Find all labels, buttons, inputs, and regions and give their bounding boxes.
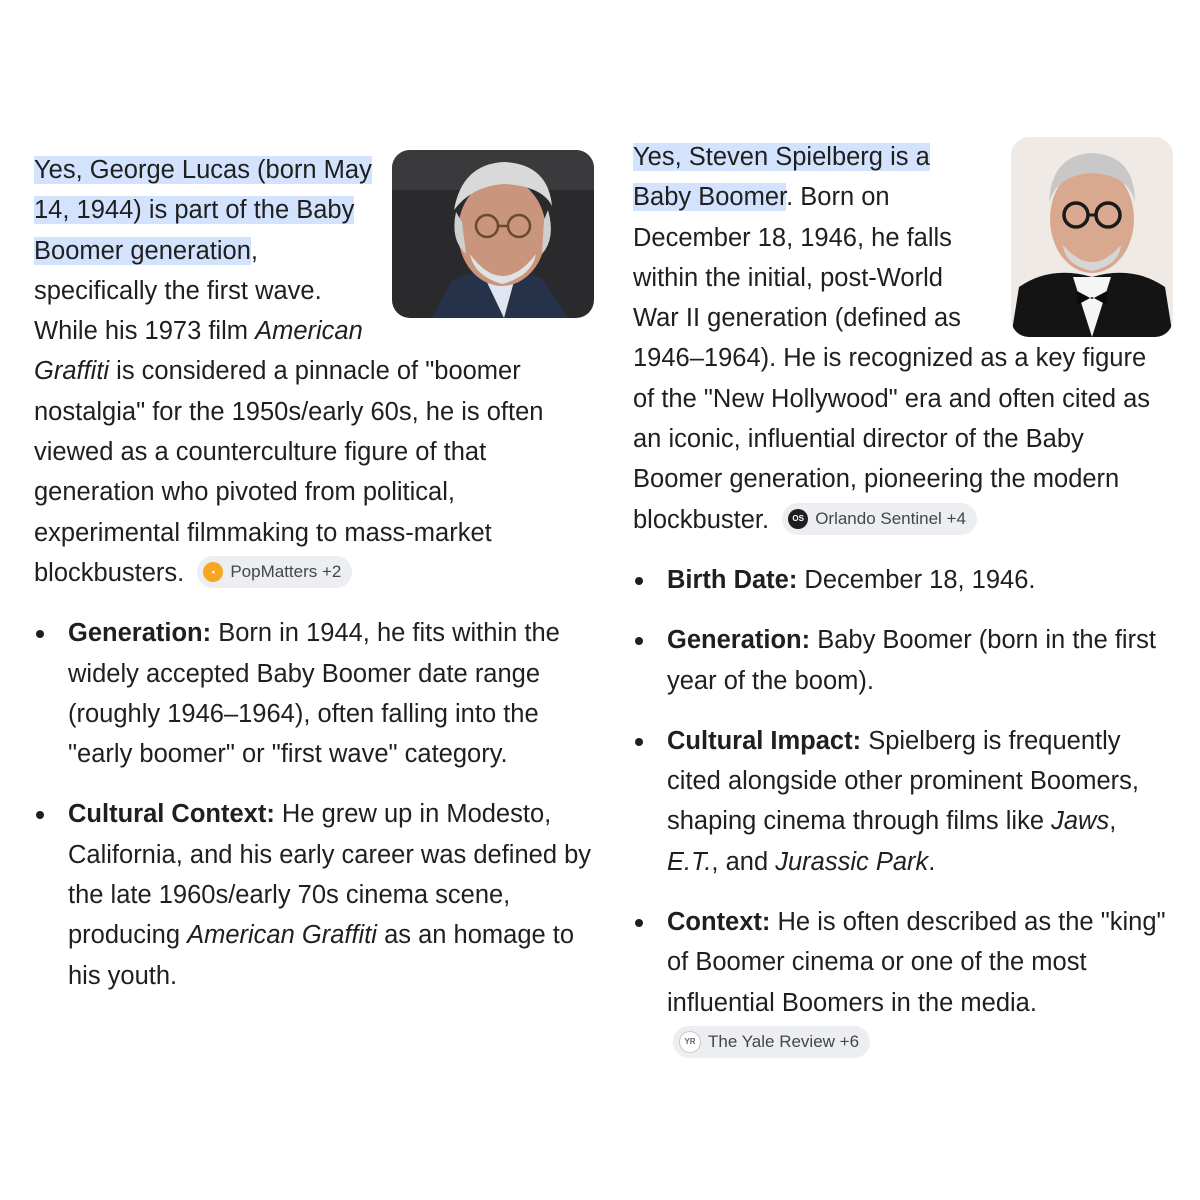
source-chip-orlando-sentinel[interactable] (782, 503, 977, 535)
list-item (34, 794, 594, 995)
bullet-term: Generation: (667, 626, 811, 655)
steven-spielberg-photo[interactable] (1011, 137, 1173, 337)
source-chip-popmatters[interactable] (197, 556, 352, 588)
bullet-term: Generation: (68, 619, 212, 648)
bullet-text: He is often described as the "king" of Boomer cinema or one of the most influential Boomers in the media. (667, 908, 1166, 1017)
spielberg-answer-panel (633, 137, 1173, 1063)
bullet-text: Born in 1944, he fits within the widely accepted Baby Boomer date range (roughly 1946–1964), often falling into the "early boomer" or "first wave" category. (68, 619, 560, 769)
bullet-term: Birth Date: (667, 565, 798, 594)
bullet-text: as an homage to his youth. (68, 921, 575, 990)
lucas-answer-body-2: is considered a pinnacle of "boomer nostalgia" for the 1950s/early 60s, he is often viewed as a counterculture figure of that generation who pivoted from political, experimental filmmaking to mass-market blockbusters. (34, 357, 544, 587)
list-item (633, 620, 1173, 701)
bullet-text: He grew up in Modesto, California, and his early career was defined by the late 1960s/early 70s cinema scene, producing (68, 800, 592, 950)
orlando-sentinel-icon: OS (788, 509, 808, 529)
lucas-answer-film-title: American Graffiti (34, 317, 363, 386)
list-item (633, 721, 1173, 882)
bullet-text: , (1109, 807, 1117, 836)
source-chip-label: PopMatters +2 (230, 562, 342, 582)
film-title-jurassic-park: Jurassic Park (775, 847, 929, 876)
bullet-term: Context: (667, 908, 771, 937)
film-title-jaws: Jaws (1051, 807, 1110, 836)
film-title-et: E.T. (667, 847, 712, 876)
george-lucas-photo[interactable] (392, 150, 594, 318)
spielberg-answer-highlight: Yes, Steven Spielberg is a Baby Boomer (633, 143, 930, 212)
bullet-film-title: American Graffiti (187, 921, 377, 950)
yale-review-icon: YR (679, 1031, 701, 1053)
lucas-answer-highlight: Yes, George Lucas (born May 14, 1944) is part of the Baby Boomer generation (34, 156, 372, 265)
bullet-text: . (928, 847, 936, 876)
bullet-text: Baby Boomer (born in the first year of the boom). (667, 626, 1156, 695)
source-chip-label: Orlando Sentinel +4 (815, 508, 966, 528)
list-item (34, 613, 594, 774)
lucas-bullet-list (34, 613, 594, 996)
lucas-answer-panel (34, 150, 594, 996)
popmatters-icon: ▪ (203, 562, 223, 582)
source-chip-yale-review[interactable] (673, 1026, 870, 1058)
list-item (633, 902, 1173, 1063)
bullet-term: Cultural Impact: (667, 726, 862, 755)
bullet-text: , and (711, 847, 776, 876)
source-chip-label: The Yale Review +6 (708, 1032, 860, 1052)
list-item (633, 560, 1173, 600)
spielberg-bullet-list (633, 560, 1173, 1063)
spielberg-answer-body: . Born on December 18, 1946, he falls within the initial, post-World War II generation (defined as 1946–1964). He is recognized as a key figure of the "New Hollywood" era and often cited as an iconic, influential director of the Baby Boomer generation, pioneering the modern blockbuster. (633, 183, 1151, 534)
bullet-text: December 18, 1946. (797, 565, 1036, 594)
bullet-text: Spielberg is frequently cited alongside other prominent Boomers, shaping cinema through films like (667, 726, 1140, 836)
bullet-term: Cultural Context: (68, 800, 275, 829)
lucas-answer-body-1: , specifically the first wave. While his 1973 film (34, 236, 322, 346)
